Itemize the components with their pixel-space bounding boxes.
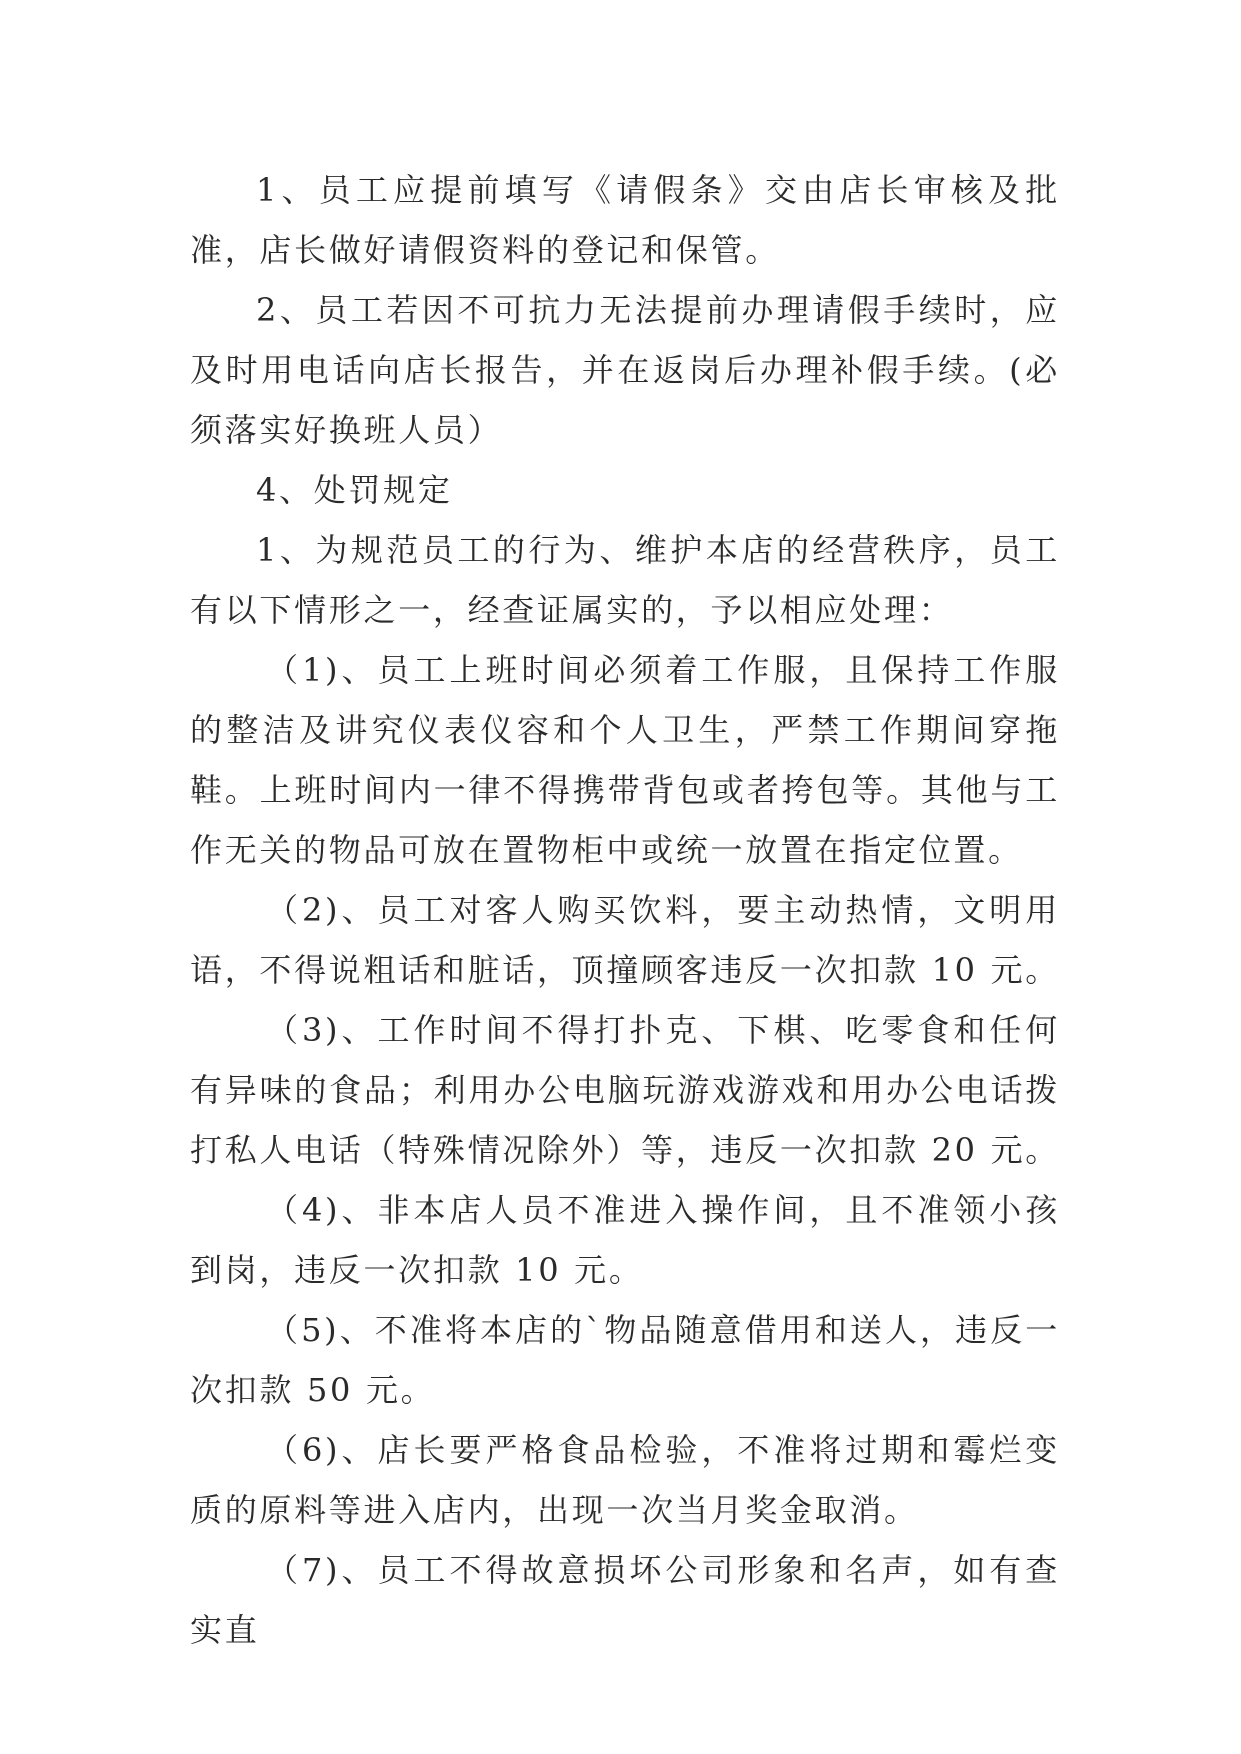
section-heading-penalties: 4、处罚规定 [256,471,453,509]
paragraph-rule-7: （7)、员工不得故意损坏公司形象和名声，如有查实直 [190,1551,1060,1649]
paragraph-rule-6: （6)、店长要严格食品检验，不准将过期和霉烂变质的原料等进入店内，出现一次当月奖金取消。 [190,1431,1060,1529]
paragraph-penalty-intro: 1、为规范员工的行为、维护本店的经营秩序，员工有以下情形之一，经查证属实的，予以相应处理： [190,531,1060,629]
paragraph-rule-2: （2)、员工对客人购买饮料，要主动热情，文明用语，不得说粗话和脏话，顶撞顾客违反一次扣款 10 元。 [190,891,1060,989]
paragraph-leave-emergency: 2、员工若因不可抗力无法提前办理请假手续时，应及时用电话向店长报告，并在返岗后办理补假手续。(必须落实好换班人员） [190,291,1060,449]
document-body [190,160,1060,1660]
paragraph-rule-4: （4)、非本店人员不准进入操作间，且不准领小孩到岗，违反一次扣款 10 元。 [190,1191,1060,1289]
paragraph-rule-1: （1)、员工上班时间必须着工作服，且保持工作服的整洁及讲究仪表仪容和个人卫生，严禁工作期间穿拖鞋。上班时间内一律不得携带背包或者挎包等。其他与工作无关的物品可放在置物柜中或统一放置在指定位置。 [190,651,1060,869]
paragraph-leave-form: 1、员工应提前填写《请假条》交由店长审核及批准，店长做好请假资料的登记和保管。 [190,171,1060,269]
paragraph-rule-3: （3)、工作时间不得打扑克、下棋、吃零食和任何有异味的食品；利用办公电脑玩游戏游戏和用办公电话拨打私人电话（特殊情况除外）等，违反一次扣款 20 元。 [190,1011,1060,1169]
paragraph-rule-5: （5)、不准将本店的`物品随意借用和送人，违反一次扣款 50 元。 [190,1311,1060,1409]
